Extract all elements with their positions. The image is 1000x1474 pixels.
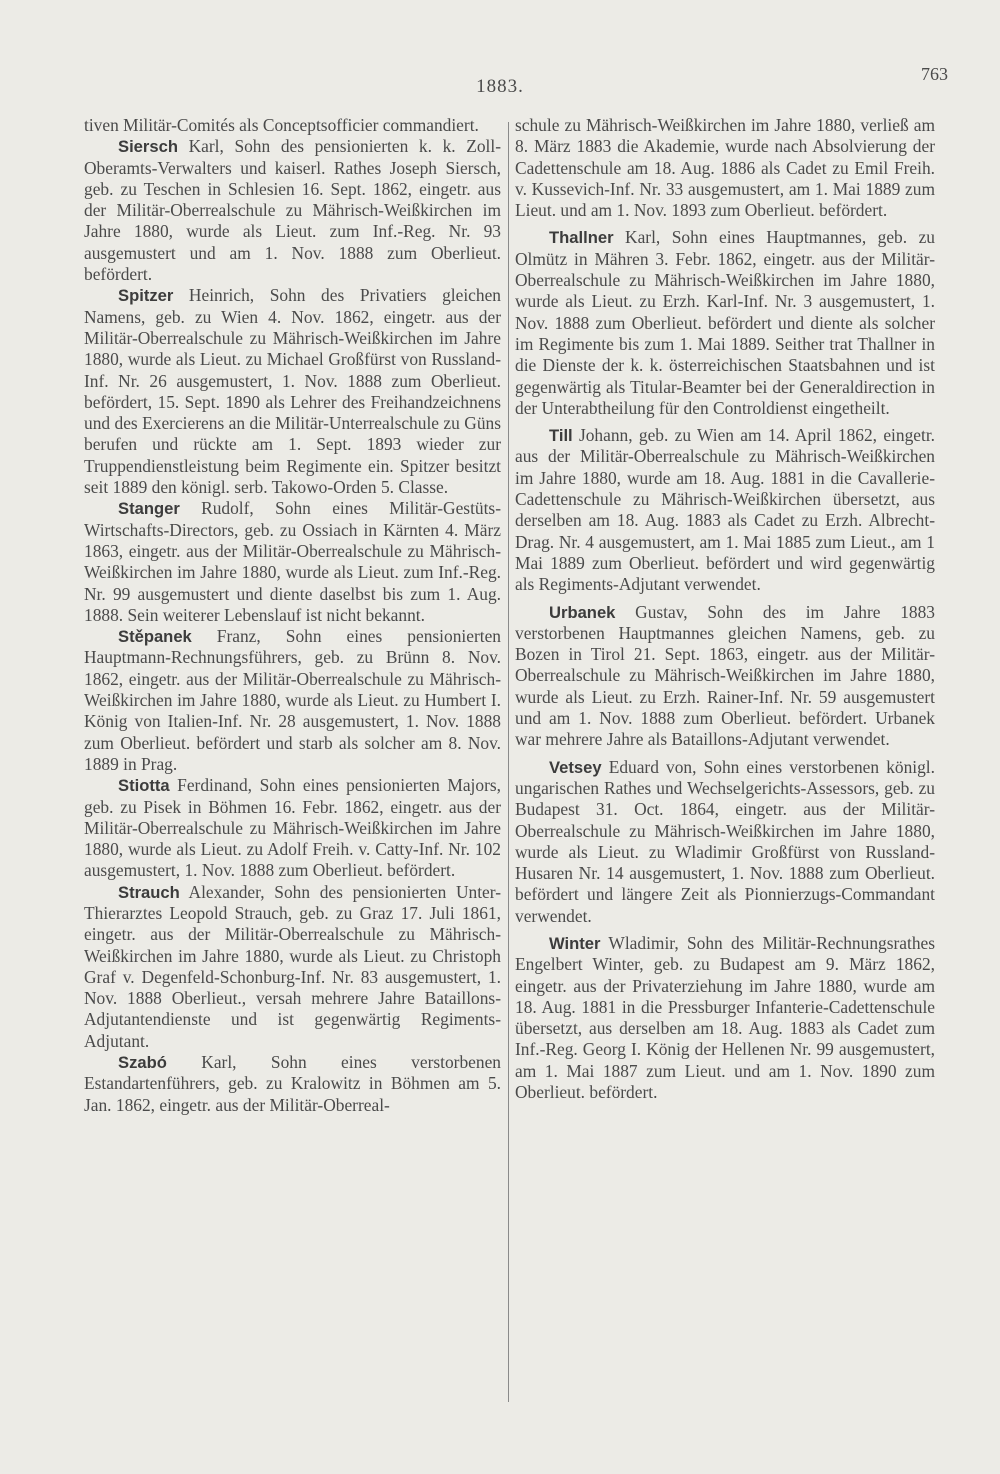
- entry-surname: Szabó: [118, 1053, 167, 1073]
- entry-surname: Spitzer: [118, 286, 174, 306]
- entry-surname: Till: [549, 426, 573, 446]
- biography-entry-szabo: [84, 1052, 501, 1116]
- entry-text: Karl, Sohn eines verstorbenen Estandartenführers, geb. zu Kralowitz in Böhmen am 5. Jan. 1862, eingetr. aus der Militär-Oberreal-: [84, 1052, 501, 1115]
- entry-surname: Urbanek: [549, 602, 616, 622]
- page-number: 763: [921, 64, 948, 84]
- entry-surname: Strauch: [118, 882, 180, 902]
- column-divider: [508, 122, 509, 1402]
- entry-surname: Vetsey: [549, 757, 602, 777]
- entry-text: Eduard von, Sohn eines verstorbenen königl. ungarischen Rathes und Wechselgerichts-Assessors, geb. zu Budapest 31. Oct. 1864, eingetr. aus der Militär-Oberrealschule zu Mährisch-Weißkirchen im Jahre 1880, wurde als Lieut. zu Wladimir Großfürst von Russland-Husaren Nr. 14 ausgemustert, 1. Nov. 1888 zum Oberlieut. befördert und längere Zeit als Pionnierzugs-Commandant verwendet.: [515, 756, 935, 926]
- right-column: [515, 115, 935, 1103]
- biography-entry-winter: [515, 933, 935, 1103]
- entry-text: Karl, Sohn des pensionierten k. k. Zoll-Oberamts-Verwalters und kaiserl. Rathes Joseph Siersch, geb. zu Teschen in Schlesien 16. Sept. 1862, eingetr. aus der Militär-Oberrealschule zu Mährisch-Weißkirchen im Jahre 1880, wurde als Lieut. zum Inf.-Reg. Nr. 93 ausgemustert und am 1. Nov. 1888 zum Oberlieut. befördert.: [84, 136, 501, 285]
- entry-text: Ferdinand, Sohn eines pensionierten Majors, geb. zu Pisek in Böhmen 16. Febr. 1862, eingetr. aus der Militär-Oberrealschule zu Mährisch-Weißkirchen im Jahre 1880, wurde als Lieut. zu Adolf Freih. v. Catty-Inf. Nr. 102 ausgemustert, 1. Nov. 1888 zum Oberlieut. befördert.: [84, 775, 501, 881]
- entry-text: Rudolf, Sohn eines Militär-Gestüts-Wirtschafts-Directors, geb. zu Ossiach in Kärnten 4. März 1863, eingetr. aus der Militär-Oberrealschule zu Mährisch-Weißkirchen im Jahre 1880, wurde als Lieut. zum Inf.-Reg. Nr. 99 ausgemustert und diente daselbst bis zum 1. Aug. 1888. Sein weiterer Lebenslauf ist nicht bekannt.: [84, 498, 501, 625]
- entry-text: Wladimir, Sohn des Militär-Rechnungsrathes Engelbert Winter, geb. zu Budapest am 9. März 1862, eingetr. aus der Privaterziehung im Jahre 1880, wurde am 18. Aug. 1881 in die Pressburger Infanterie-Cadettenschule übersetzt, aus derselben am 18. Aug. 1883 als Cadet zum Inf.-Reg. Georg I. König der Hellenen Nr. 99 ausgemustert, am 1. Mai 1887 zum Lieut. und am 1. Nov. 1890 zum Oberlieut. befördert.: [515, 932, 935, 1103]
- entry-text: Alexander, Sohn des pensionierten Unter-Thierarztes Leopold Strauch, geb. zu Graz 17. Juli 1861, eingetr. aus der Militär-Oberrealschule zu Mährisch-Weißkirchen im Jahre 1880, wurde als Lieut. zu Christoph Graf v. Degenfeld-Schonburg-Inf. Nr. 83 ausgemustert, 1. Nov. 1888 Oberlieut., versah mehrere Jahre Bataillons-Adjutantendienste und ist gegenwärtig Regiments-Adjutant.: [84, 881, 501, 1051]
- entry-text: Heinrich, Sohn des Privatiers gleichen Namens, geb. zu Wien 4. Nov. 1862, eingetr. aus der Militär-Oberrealschule zu Mährisch-Weißkirchen im Jahre 1880, wurde als Lieut. zu Michael Großfürst von Russland-Inf. Nr. 26 ausgemustert, 1. Nov. 1888 zum Oberlieut. befördert, 15. Sept. 1890 als Lehrer des Freihandzeichnens und des Exercierens an die Militär-Unterrealschule zu Güns berufen und rückte am 1. Sept. 1893 wieder zur Truppendienstleistung beim Regimente ein. Spitzer besitzt seit 1889 den königl. serb. Takowo-Orden 5. Classe.: [84, 285, 501, 498]
- biography-entry-stiotta: [84, 775, 501, 881]
- biography-entry-stepanek: [84, 626, 501, 775]
- biography-entry-spitzer: [84, 285, 501, 498]
- biography-entry-urbanek: [515, 602, 935, 751]
- entry-surname: Stěpanek: [118, 627, 192, 647]
- entry-continuation: schule zu Mährisch-Weißkirchen im Jahre 1880, verließ am 8. März 1883 die Akademie, wurde nach Absolvierung der Cadettenschule am 18. Aug. 1886 als Cadet zu Emil Freih. v. Kussevich-Inf. Nr. 33 ausgemustert, am 1. Mai 1889 zum Lieut. und am 1. Nov. 1893 zum Oberlieut. befördert.: [515, 115, 935, 221]
- biography-entry-vetsey: [515, 757, 935, 927]
- biography-entry-till: [515, 425, 935, 595]
- entry-text: Gustav, Sohn des im Jahre 1883 verstorbenen Hauptmannes gleichen Namens, geb. zu Bozen in Tirol 21. Sept. 1863, eingetr. aus der Militär-Oberrealschule zu Mährisch-Weißkirchen im Jahre 1880, wurde als Lieut. zu Erzh. Rainer-Inf. Nr. 59 ausgemustert und am 1. Nov. 1888 zum Oberlieut. befördert. Urbanek war mehrere Jahre als Bataillons-Adjutant verwendet.: [515, 601, 935, 750]
- running-header-year: 1883.: [476, 76, 524, 97]
- entry-surname: Winter: [549, 933, 601, 953]
- entry-surname: Thallner: [549, 228, 614, 248]
- biography-entry-stanger: [84, 498, 501, 626]
- entry-continuation: tiven Militär-Comités als Conceptsofficier commandiert.: [84, 115, 479, 135]
- entry-surname: Stiotta: [118, 776, 170, 796]
- left-column: [84, 115, 501, 1116]
- entry-text: Franz, Sohn eines pensionierten Hauptmann-Rechnungsführers, geb. zu Brünn 8. Nov. 1862, eingetr. aus der Militär-Oberrealschule zu Mährisch-Weißkirchen im Jahre 1880, wurde als Lieut. zu Humbert I. König von Italien-Inf. Nr. 28 ausgemustert, 1. Nov. 1888 zum Oberlieut. befördert und starb als solcher am 8. Nov. 1889 in Prag.: [84, 626, 501, 774]
- biography-entry-siersch: [84, 136, 501, 285]
- entry-surname: Stanger: [118, 499, 180, 519]
- entry-surname: Siersch: [118, 137, 178, 157]
- biography-entry-strauch: [84, 882, 501, 1052]
- biography-entry-thallner: [515, 227, 935, 419]
- entry-text: Karl, Sohn eines Hauptmannes, geb. zu Olmütz in Mähren 3. Febr. 1862, eingetr. aus der Militär-Oberrealschule zu Mährisch-Weißkirchen im Jahre 1880, wurde als Lieut. zu Erzh. Karl-Inf. Nr. 3 ausgemustert, 1. Nov. 1888 zum Oberlieut. befördert und diente als solcher im Regimente bis zum 1. Mai 1889. Seither trat Thallner in die Dienste der k. k. österreichischen Staatsbahnen und ist gegenwärtig als Titular-Beamter bei der Generaldirection in der Unterabtheilung für den Controldienst eingetheilt.: [515, 227, 935, 418]
- entry-text: Johann, geb. zu Wien am 14. April 1862, eingetr. aus der Militär-Oberrealschule zu Mährisch-Weißkirchen im Jahre 1880, wurde am 18. Aug. 1881 in die Cavallerie-Cadettenschule zu Mährisch-Weißkirchen übersetzt, aus derselben am 18. Aug. 1883 als Cadet zu Erzh. Albrecht-Drag. Nr. 4 ausgemustert, am 1. Mai 1885 zum Lieut., am 1 Mai 1889 zum Oberlieut. befördert und wird gegenwärtig als Regiments-Adjutant verwendet.: [515, 425, 935, 595]
